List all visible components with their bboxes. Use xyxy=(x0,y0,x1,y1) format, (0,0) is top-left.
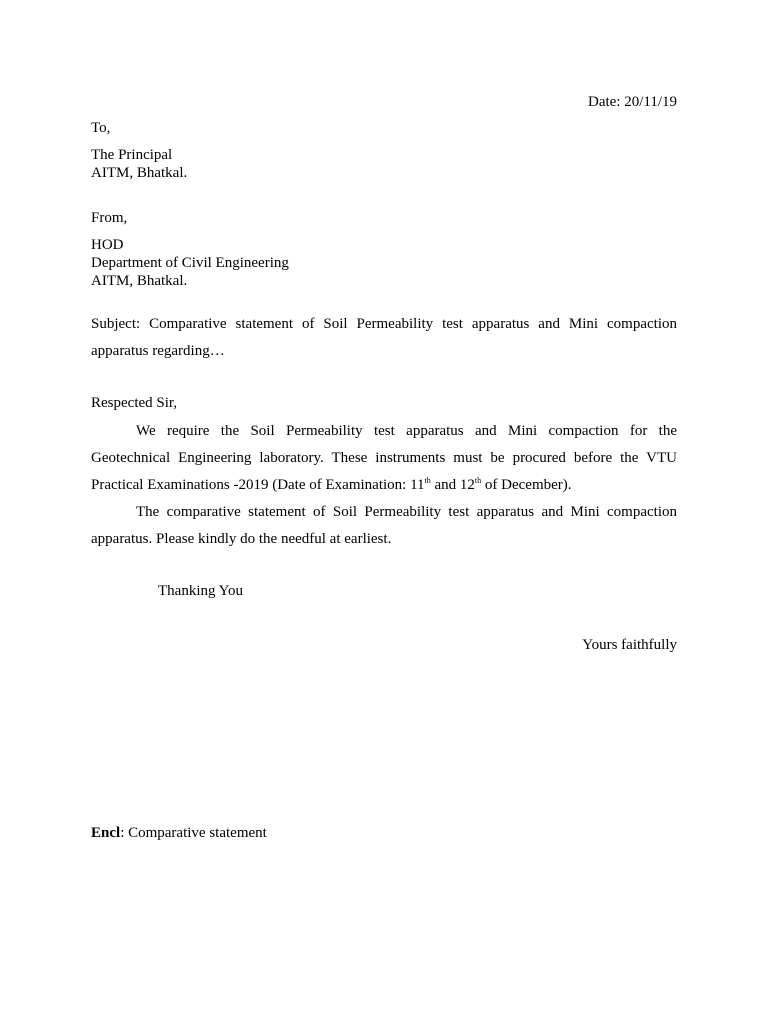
body-text: Practical Examinations -2019 (Date of Examination: 11 xyxy=(91,477,425,493)
thanks-line: Thanking You xyxy=(158,583,244,599)
body-text: and 12 xyxy=(430,477,475,493)
body-line: apparatus. Please kindly do the needful at earliest. xyxy=(91,531,392,547)
sender-name: HOD xyxy=(91,237,124,253)
enclosure-line xyxy=(91,824,267,842)
recipient-name: The Principal xyxy=(91,147,173,163)
body-line: Geotechnical Engineering laboratory. These instruments must be procured before the VTU xyxy=(91,450,677,466)
body-paragraph-1 xyxy=(91,418,677,499)
body-line xyxy=(91,472,677,499)
sender-department: Department of Civil Engineering xyxy=(91,255,289,271)
body-line: The comparative statement of Soil Permeability test apparatus and Mini compaction xyxy=(136,504,677,520)
subject-line: apparatus regarding… xyxy=(91,343,225,359)
enclosure-text: : Comparative statement xyxy=(120,825,267,841)
subject-line: Subject: Comparative statement of Soil Permeability test apparatus and Mini compaction xyxy=(91,316,677,332)
sender-label: From, xyxy=(91,210,128,226)
salutation: Respected Sir, xyxy=(91,395,178,411)
closing-line: Yours faithfully xyxy=(582,637,677,653)
recipient-address: AITM, Bhatkal. xyxy=(91,165,188,181)
sender-address: AITM, Bhatkal. xyxy=(91,273,188,289)
recipient-label: To, xyxy=(91,120,111,136)
subject-paragraph xyxy=(91,311,677,365)
ordinal-suffix: th xyxy=(424,476,431,485)
enclosure-label: Encl xyxy=(91,825,121,841)
body-paragraph-2 xyxy=(91,499,677,553)
ordinal-suffix: th xyxy=(474,476,482,485)
body-line: We require the Soil Permeability test apparatus and Mini compaction for the xyxy=(136,423,677,439)
letter-date: Date: 20/11/19 xyxy=(587,94,677,110)
body-text: of December). xyxy=(481,477,572,493)
